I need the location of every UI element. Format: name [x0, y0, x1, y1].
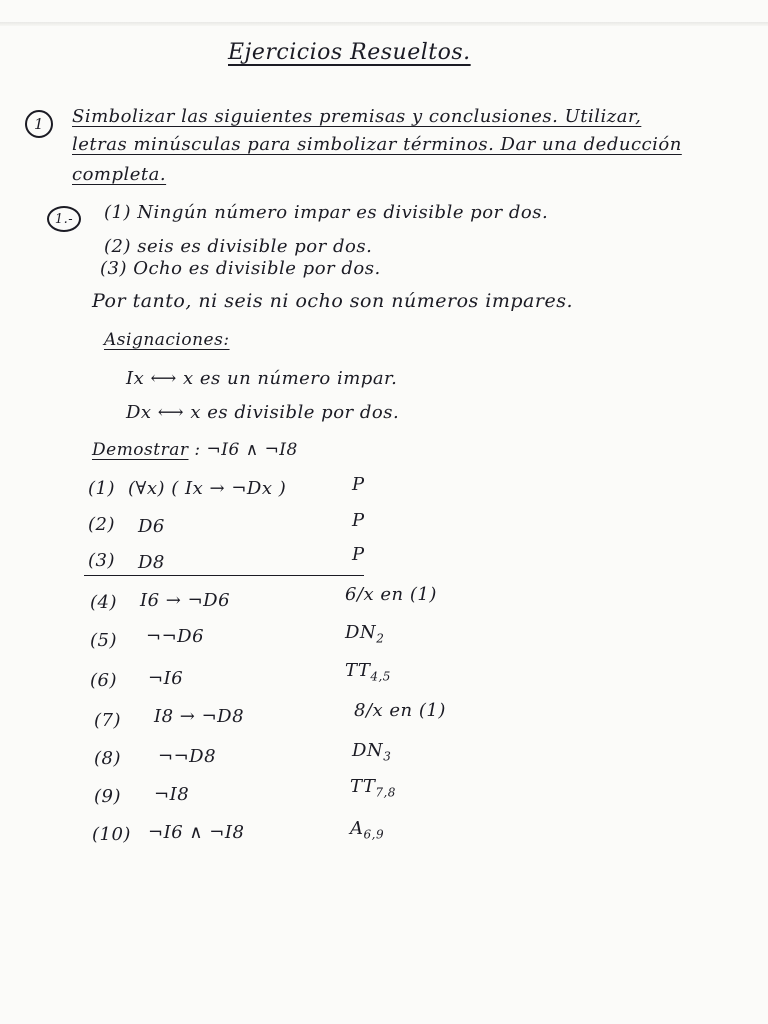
proof-step-justification: P: [352, 544, 365, 565]
proof-step-justification: P: [352, 510, 365, 531]
proof-step-number: (8): [94, 748, 121, 769]
premise-1: (1) Ningún número impar es divisible por dos.: [104, 202, 549, 223]
assignment-ix: Ix ⟷ x es un número impar.: [126, 368, 398, 389]
proof-step-number: (6): [90, 670, 117, 691]
proof-step-number: (2): [88, 514, 115, 535]
proof-step-formula: I8 → ¬D8: [154, 706, 245, 727]
premise-2: (2) seis es divisible por dos.: [104, 236, 373, 257]
proof-step-formula: D6: [138, 516, 165, 537]
page-top-edge: [0, 22, 768, 26]
page-title: Ejercicios Resueltos.: [228, 40, 471, 65]
sub-exercise-badge: 1.-: [47, 206, 81, 232]
proof-step-number: (1): [88, 478, 115, 499]
proof-step-formula: ¬I6: [148, 668, 184, 689]
demonstrate-line: [92, 440, 298, 460]
demonstrate-label: Demostrar: [92, 440, 189, 460]
assignment-dx: Dx ⟷ x es divisible por dos.: [126, 402, 400, 423]
statement-line-1: Simbolizar las siguientes premisas y conclusiones. Utilizar,: [72, 106, 642, 127]
exercise-number-badge: 1: [25, 110, 53, 138]
assignments-label: Asignaciones:: [104, 330, 230, 350]
statement-line-3: completa.: [72, 164, 167, 185]
proof-step-justification: $TT_{4,5}$: [345, 660, 391, 684]
premises-divider: [84, 575, 364, 576]
statement-line-2: letras minúsculas para simbolizar términos. Dar una deducción: [72, 134, 682, 155]
proof-step-justification: 8/x en (1): [354, 700, 446, 721]
demonstrate-formula: : ¬I6 ∧ ¬I8: [194, 440, 298, 460]
proof-step-formula: (∀x) ( Ix → ¬Dx ): [128, 478, 287, 499]
conclusion: Por tanto, ni seis ni ocho son números impares.: [92, 290, 574, 312]
proof-step-number: (5): [90, 630, 117, 651]
proof-step-number: (7): [94, 710, 121, 731]
proof-step-justification: $TT_{7,8}$: [350, 776, 396, 800]
proof-step-formula: I6 → ¬D6: [140, 590, 231, 611]
proof-step-justification: 6/x en (1): [345, 584, 437, 605]
proof-step-formula: D8: [138, 552, 165, 573]
proof-step-justification: $DN_3$: [352, 740, 392, 764]
proof-step-number: (4): [90, 592, 117, 613]
proof-step-number: (10): [92, 824, 131, 845]
proof-step-justification: P: [352, 474, 365, 495]
proof-step-formula: ¬¬D8: [158, 746, 217, 767]
proof-step-justification: $A_{6,9}$: [350, 818, 385, 842]
proof-step-formula: ¬¬D6: [146, 626, 205, 647]
premise-3: (3) Ocho es divisible por dos.: [100, 258, 381, 279]
proof-step-number: (3): [88, 550, 115, 571]
proof-step-formula: ¬I6 ∧ ¬I8: [148, 822, 245, 843]
proof-step-justification: $DN_2$: [345, 622, 385, 646]
proof-step-formula: ¬I8: [154, 784, 190, 805]
proof-step-number: (9): [94, 786, 121, 807]
